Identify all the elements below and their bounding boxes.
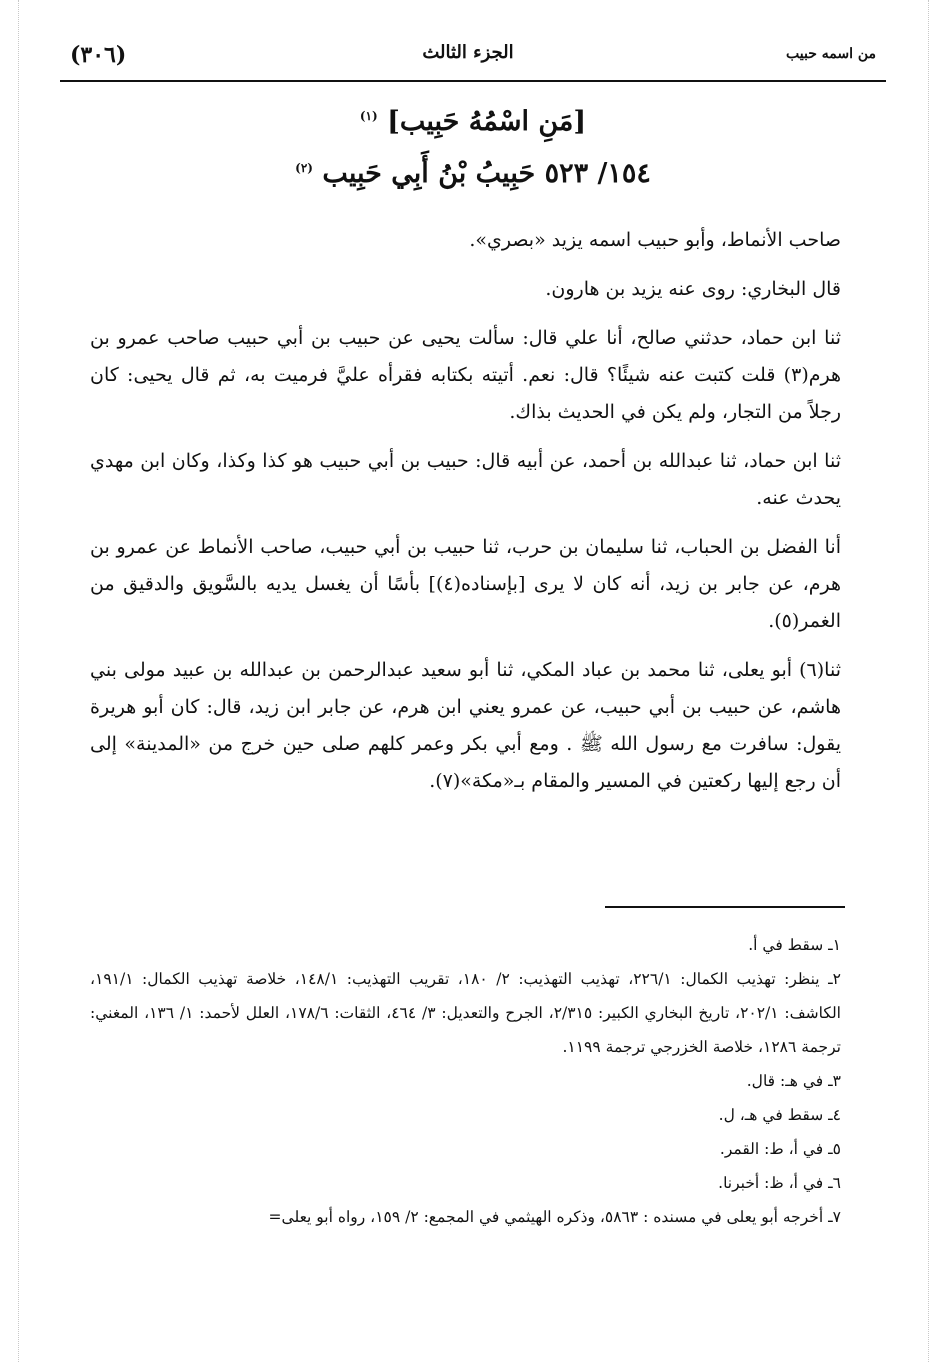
footnote: ٧ـ أخرجه أبو يعلى في مسنده : ٥٨٦٣، وذكره الهيثمي في المجمع: ٢/ ١٥٩، رواه أبو يعلى= xyxy=(268,1208,841,1226)
paragraph: ثنا ابن حماد، ثنا عبدالله بن أحمد، عن أبيه قال: حبيب بن أبي حبيب هو كذا وكذا، وكان ابن مهدي يحدث عنه. xyxy=(90,450,841,509)
section-heading xyxy=(100,106,846,137)
main-text xyxy=(90,222,841,812)
footnotes xyxy=(90,928,841,1234)
footnote: ٢ـ ينظر: تهذيب الكمال: ٢٢٦/١، تهذيب التهذيب: ٢/ ١٨٠، تقريب التهذيب: ١٤٨/١، خلاصة تهذيب الكمال: ١٩١/١، الكاشف: ٢٠٢/١، تاريخ البخاري الكبير: ٢/٣١٥، الجرح والتعديل: ٣/ ٤٦٤، الثقات: ١٧٨/٦، العلل لأحمد: ١/ ١٣٦، المغني: ترجمة ١٢٨٦، خلاصة الخزرجي ترجمة ١١٩٩. xyxy=(90,970,841,1056)
entry-title: ١٥٤/ ٥٢٣ حَبِيبُ بْنُ أَبِي حَبِيب xyxy=(322,158,651,189)
footnote: ٥ـ في أ، ط: القمر. xyxy=(719,1140,841,1158)
section-footnote-ref: (١) xyxy=(359,109,378,123)
entry-footnote-ref: (٢) xyxy=(295,161,313,175)
paragraph: ثنا ابن حماد، حدثني صالح، أنا علي قال: سألت يحيى عن حبيب بن أبي حبيب صاحب عمرو بن هرم(٣) قلت كتبت عنه شيئًا؟ قال: نعم. أتيته بكتابه فقرأه عليَّ فرميت به، ثم قال يحيى: كان رجلاً من التجار، ولم يكن في الحديث بذاك. xyxy=(90,327,841,423)
chapter-title: من اسمه حبيب xyxy=(786,46,876,62)
paragraph: قال البخاري: روى عنه يزيد بن هارون. xyxy=(545,278,841,300)
paragraph: صاحب الأنماط، وأبو حبيب اسمه يزيد «بصري». xyxy=(469,229,841,251)
footnote: ١ـ سقط في أ. xyxy=(748,936,841,954)
paragraph: ثنا(٦) أبو يعلى، ثنا محمد بن عباد المكي، ثنا أبو سعيد عبدالرحمن بن عبدالله بن عبيد مولى بني هاشم، عن حبيب بن أبي حبيب، عن عمرو يعني ابن هرم، عن جابر ابن زيد، قال: كان أبو هريرة يقول: سافرت مع رسول الله ﷺ . ومع أبي بكر وعمر كلهم صلى حين خرج من «المدينة» إلى أن رجع إليها ركعتين في المسير والمقام بـ«مكة»(٧). xyxy=(90,659,841,792)
paragraph: أنا الفضل بن الحباب، ثنا سليمان بن حرب، ثنا حبيب بن أبي حبيب، صاحب الأنماط عن عمرو بن هرم، عن جابر بن زيد، أنه كان لا يرى [بإسناده(٤)] بأسًا أن يغسل يديه بالسَّويق والدقيق من الغمر(٥). xyxy=(90,536,842,632)
margin-guide xyxy=(18,0,19,1362)
running-header xyxy=(60,38,876,78)
header-rule xyxy=(60,80,886,82)
margin-guide xyxy=(928,0,929,1362)
page-number: (٣٠٦) xyxy=(70,42,127,68)
part-title: الجزء الثالث xyxy=(422,42,514,63)
footnote: ٦ـ في أ، ظ: أخبرنا. xyxy=(718,1174,841,1192)
entry-heading xyxy=(100,158,846,189)
footnote: ٣ـ في هـ: قال. xyxy=(746,1072,841,1090)
footnote: ٤ـ سقط في هـ، ل. xyxy=(718,1106,841,1124)
section-title: [مَنِ اسْمُهُ حَبِيب] xyxy=(387,106,587,137)
footnote-rule xyxy=(605,906,845,908)
